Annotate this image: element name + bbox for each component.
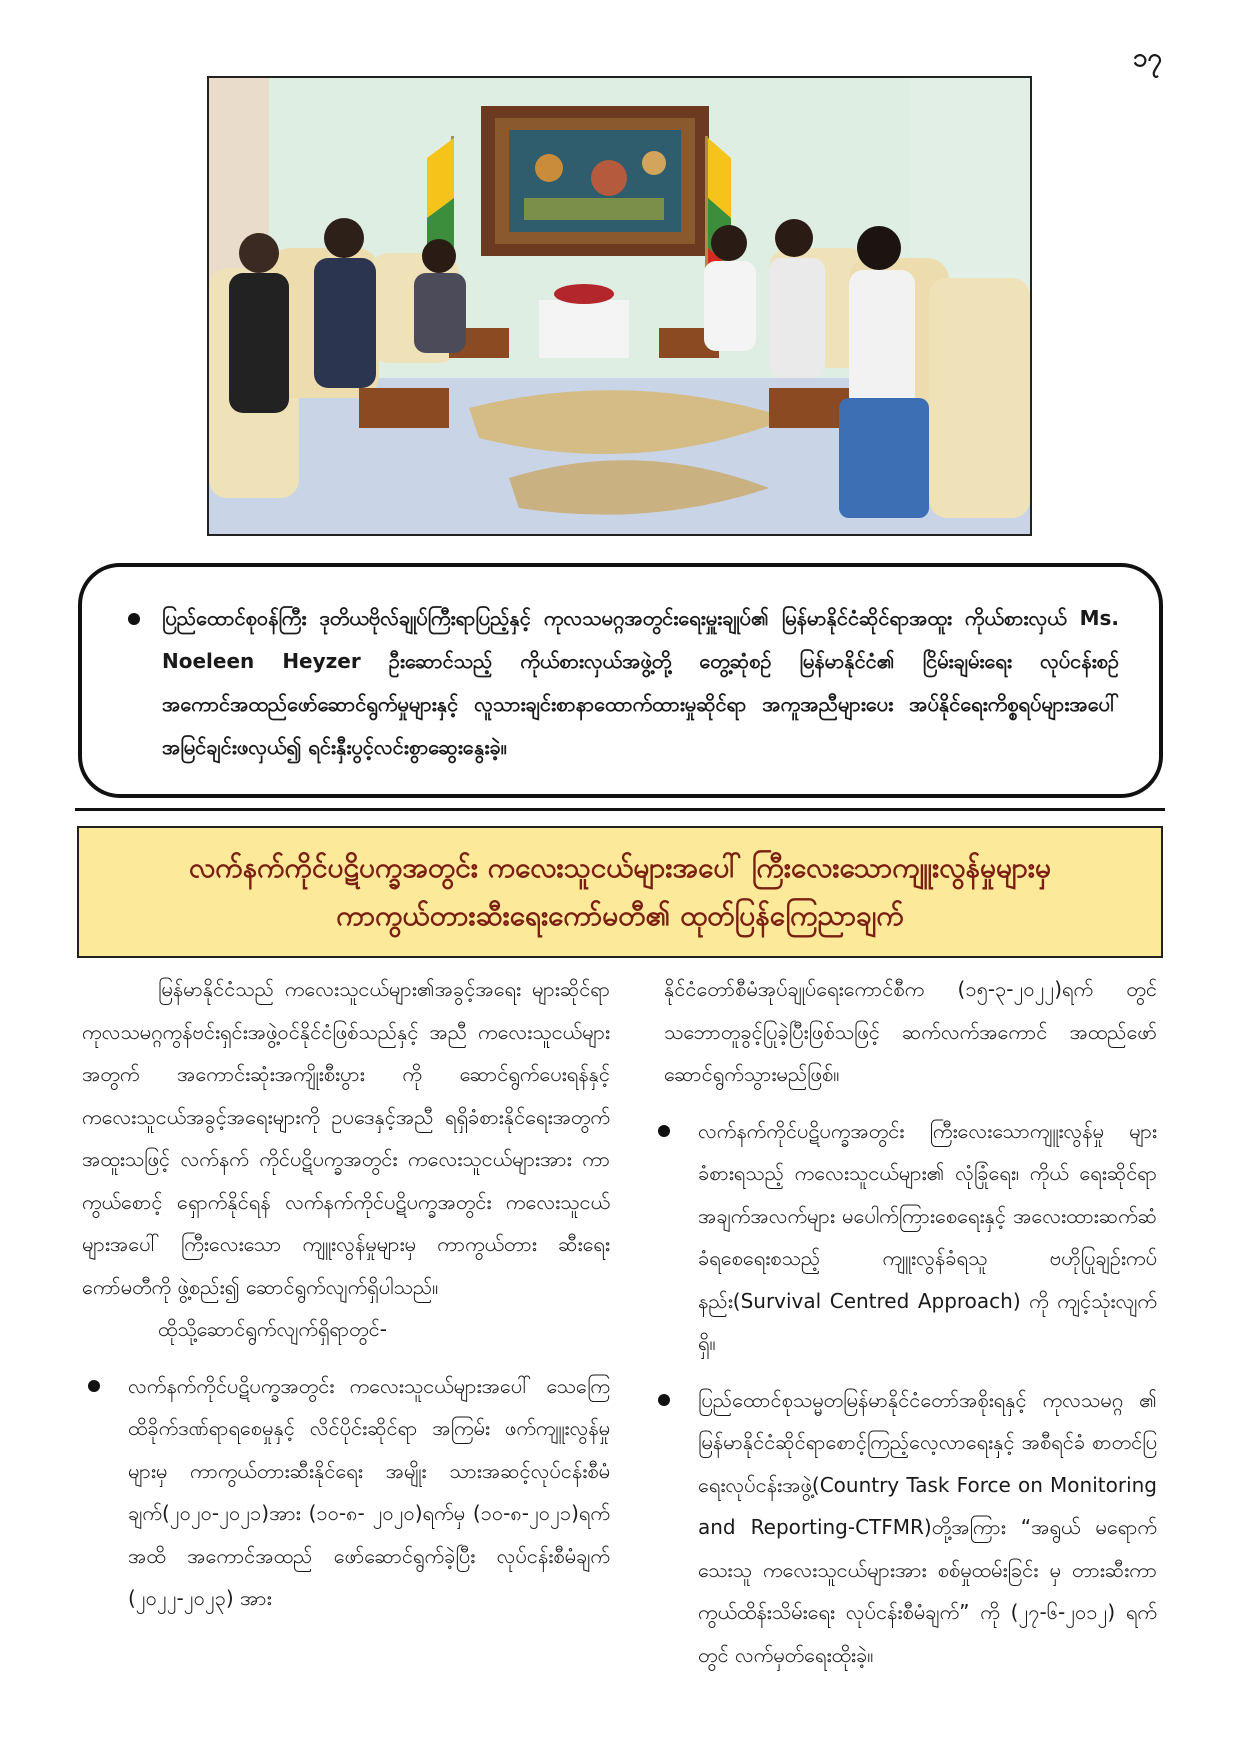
list-item [652, 1110, 1157, 1365]
page-number: ၁၇ [1132, 43, 1162, 73]
statement-title-box [77, 826, 1163, 958]
caption-box [78, 563, 1163, 798]
bullet-text-2: လက်နက်ကိုင်ပဋိပက္ခအတွင်း ကြီးလေးသောကျူးလွန်မှု များ ခံစားရသည့် ကလေးသူငယ်များ၏ လုံခြုံရေး၊ ကိုယ် ရေးဆိုင်ရာအချက်အလက်များ မပေါက်ကြားစေရေးနှင့် အလေးထားဆက်ဆံခံရစေရေးစသည့် ကျူးလွန်ခံရသူ ဗဟိုပြုချဉ်းကပ်နည်း(Survival Centred Approach) ကို ကျင့်သုံးလျက်ရှိ။ [698, 1118, 1157, 1355]
title-line-1: လက်နက်ကိုင်ပဋိပက္ခအတွင်း ကလေးသူငယ်များအပေါ် ကြီးလေးသောကျူးလွန်မှုများမှ [189, 851, 1051, 884]
bullet-icon [88, 1380, 100, 1392]
continuation-paragraph: နိုင်ငံတော်စီမံအုပ်ချုပ်ရေးကောင်စီက (၁၅-၃-၂၀၂၂)ရက် တွင် သဘောတူခွင့်ပြုခဲ့ပြီးဖြစ်သဖြင့် ဆက်လက်အကောင် အထည်ဖော် ဆောင်ရွက်သွားမည်ဖြစ်။ [664, 977, 1157, 1086]
divider-rule [75, 808, 1165, 811]
bullet-icon [658, 1125, 670, 1137]
lead-paragraph: ထိုသို့ဆောင်ရွက်လျက်ရှိရာတွင်- [158, 1317, 387, 1341]
bullet-text-3: ပြည်ထောင်စုသမ္မတမြန်မာနိုင်ငံတော်အစိုးရနှင့် ကုလသမဂ္ဂ ၏ မြန်မာနိုင်ငံဆိုင်ရာစောင့်ကြည့်လေ့လာရေးနှင့် အစီရင်ခံ စာတင်ပြရေးလုပ်ငန်းအဖွဲ့(Country Task Force on Monitoring and Reporting-CTFMR)တို့အကြား “အရွယ် မရောက်သေးသူ ကလေးသူငယ်များအား စစ်မှုထမ်းခြင်း မှ တားဆီးကာကွယ်ထိန်းသိမ်းရေး လုပ်ငန်းစီမံချက်” ကို (၂၇-၆-၂၀၁၂) ရက်တွင် လက်မှတ်ရေးထိုးခဲ့။ [698, 1387, 1157, 1667]
left-column [82, 968, 610, 1620]
right-column [652, 968, 1157, 1676]
bullet-icon [128, 613, 140, 625]
list-item [652, 1379, 1157, 1677]
caption-item [128, 597, 1119, 769]
meeting-photo [207, 76, 1032, 536]
title-line-2: ကာကွယ်တားဆီးရေးကော်မတီ၏ ထုတ်ပြန်ကြေညာချက် [336, 899, 904, 932]
bullet-text-1: လက်နက်ကိုင်ပဋိပက္ခအတွင်း ကလေးသူငယ်များအပေါ် သေကြေထိခိုက်ဒဏ်ရာရစေမှုနှင့် လိင်ပိုင်းဆိုင်ရာ အကြမ်း ဖက်ကျူးလွန်မှုများမှ ကာကွယ်တားဆီးနိုင်ရေး အမျိုး သားအဆင့်လုပ်ငန်းစီမံချက်(၂၀၂၀-၂၀၂၁)အား (၁၀-၈- ၂၀၂၀)ရက်မှ (၁၀-၈-၂၀၂၁)ရက်အထိ အကောင်အထည် ဖော်ဆောင်ရွက်ခဲ့ပြီး လုပ်ငန်းစီမံချက် (၂၀၂၂-၂၀၂၃) အား [128, 1373, 610, 1610]
bullet-icon [658, 1394, 670, 1406]
caption-text: ပြည်ထောင်စုဝန်ကြီး ဒုတိယဗိုလ်ချုပ်ကြီးရာပြည့်နှင့် ကုလသမဂ္ဂအတွင်းရေးမှူးချုပ်၏ မြန်မာနိုင်ငံဆိုင်ရာအထူး ကိုယ်စားလှယ် Ms. Noeleen Heyzer ဦးဆောင်သည့် ကိုယ်စားလှယ်အဖွဲ့တို့ တွေ့ဆုံစဉ် မြန်မာနိုင်ငံ၏ ငြိမ်းချမ်းရေး လုပ်ငန်းစဉ် အကောင်အထည်ဖော်ဆောင်ရွက်မှုများနှင့် လူသားချင်းစာနာထောက်ထားမှုဆိုင်ရာ အကူအညီများပေး အပ်နိုင်ရေးကိစ္စရပ်များအပေါ် အမြင်ချင်းဖလှယ်၍ ရင်းနှီးပွင့်လင်းစွာဆွေးနွေးခဲ့။ [162, 606, 1119, 759]
intro-paragraph: မြန်မာနိုင်ငံသည် ကလေးသူငယ်များ၏အခွင့်အရေး များဆိုင်ရာ ကုလသမဂ္ဂကွန်ဗင်းရှင်းအဖွဲ့ဝင်နိုင်ငံဖြစ်သည်နှင့် အညီ ကလေးသူငယ်များအတွက် အကောင်းဆုံးအကျိုးစီးပွား ကို ဆောင်ရွက်ပေးရန်နှင့် ကလေးသူငယ်အခွင့်အရေးများကို ဥပဒေနှင့်အညီ ရရှိခံစားနိုင်ရေးအတွက် အထူးသဖြင့် လက်နက် ကိုင်ပဋိပက္ခအတွင်း ကလေးသူငယ်များအား ကာကွယ်စောင့် ရှောက်နိုင်ရန် လက်နက်ကိုင်ပဋိပက္ခအတွင်း ကလေးသူငယ် များအပေါ် ကြီးလေးသော ကျူးလွန်မှုများမှ ကာကွယ်တား ဆီးရေးကော်မတီကို ဖွဲ့စည်း၍ ဆောင်ရွက်လျက်ရှိပါသည်။ [82, 977, 610, 1299]
list-item [82, 1365, 610, 1620]
